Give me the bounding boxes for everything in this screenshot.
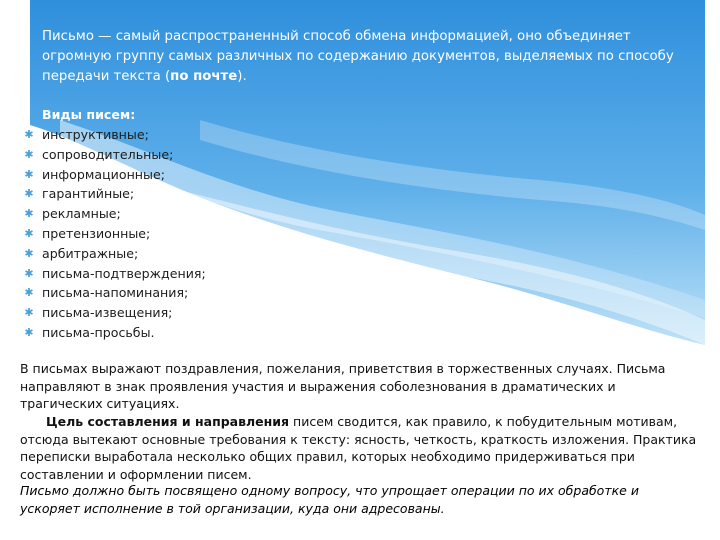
asterisk-bullet-icon: ✱: [24, 207, 34, 221]
paragraph-single-topic-rule: Письмо должно быть посвящено одному вопросу, что упрощает операции по их обработке и ускоряет исполнение в той организации, куда они адресованы.: [20, 483, 639, 516]
asterisk-bullet-icon: ✱: [24, 306, 34, 320]
list-item-text: рекламные;: [42, 206, 121, 222]
list-item-text: претензионные;: [42, 225, 151, 241]
purpose-text: писем сводится, как правило, к побудительным мотивам, отсюда вытекают основные требования к тексту: ясность, четкость, краткость изложения. Практика переписки выработала несколько общих правил, которых необходимо придерживаться при составлении и оформлении писем.: [20, 414, 697, 482]
list-item-text: информационные;: [42, 166, 165, 182]
list-item: [22, 184, 206, 204]
paragraph-purpose: [20, 413, 700, 483]
intro-text-end: ).: [237, 69, 247, 84]
asterisk-bullet-icon: ✱: [24, 246, 34, 260]
list-item-text: письма-просьбы.: [42, 324, 155, 340]
asterisk-bullet-icon: ✱: [24, 147, 34, 161]
asterisk-bullet-icon: ✱: [24, 266, 34, 280]
asterisk-bullet-icon: ✱: [24, 128, 34, 141]
asterisk-bullet-icon: ✱: [24, 286, 34, 300]
list-item-text: сопроводительные;: [42, 146, 174, 162]
list-item: [22, 145, 206, 165]
list-item: [22, 283, 206, 303]
list-item: [22, 165, 206, 185]
list-item: [22, 224, 206, 244]
list-item-text: гарантийные;: [42, 186, 135, 202]
intro-paragraph: [42, 27, 692, 87]
list-item-text: письма-извещения;: [42, 305, 173, 321]
intro-text: Письмо — самый распространенный способ обмена информацией, оно объединяет огромную группу самых различных по содержанию документов, выделяемых по способу передачи текста (: [42, 29, 674, 84]
asterisk-bullet-icon: ✱: [24, 187, 34, 201]
intro-bold-text: по почте: [170, 69, 238, 84]
list-item: [22, 244, 206, 264]
list-item: [22, 125, 206, 145]
list-item-text: письма-напоминания;: [42, 285, 189, 301]
list-item-text: письма-подтверждения;: [42, 265, 206, 281]
list-item-text: инструктивные;: [42, 127, 149, 142]
asterisk-bullet-icon: ✱: [24, 325, 34, 339]
letter-types-list: [22, 125, 206, 343]
list-item-text: арбитражные;: [42, 245, 139, 261]
asterisk-bullet-icon: ✱: [24, 167, 34, 181]
purpose-bold-text: Цель составления и направления: [46, 414, 290, 429]
list-item: [22, 204, 206, 224]
list-item: [22, 323, 206, 343]
letter-types-title: Виды писем:: [42, 107, 136, 122]
list-item: [22, 264, 206, 284]
list-item: [22, 303, 206, 323]
asterisk-bullet-icon: ✱: [24, 226, 34, 240]
paragraph-greetings: В письмах выражают поздравления, пожелания, приветствия в торжественных случаях. Письма направляют в знак проявления участия и выражения соболезнования в драматических и трагических ситуациях.: [20, 361, 666, 412]
